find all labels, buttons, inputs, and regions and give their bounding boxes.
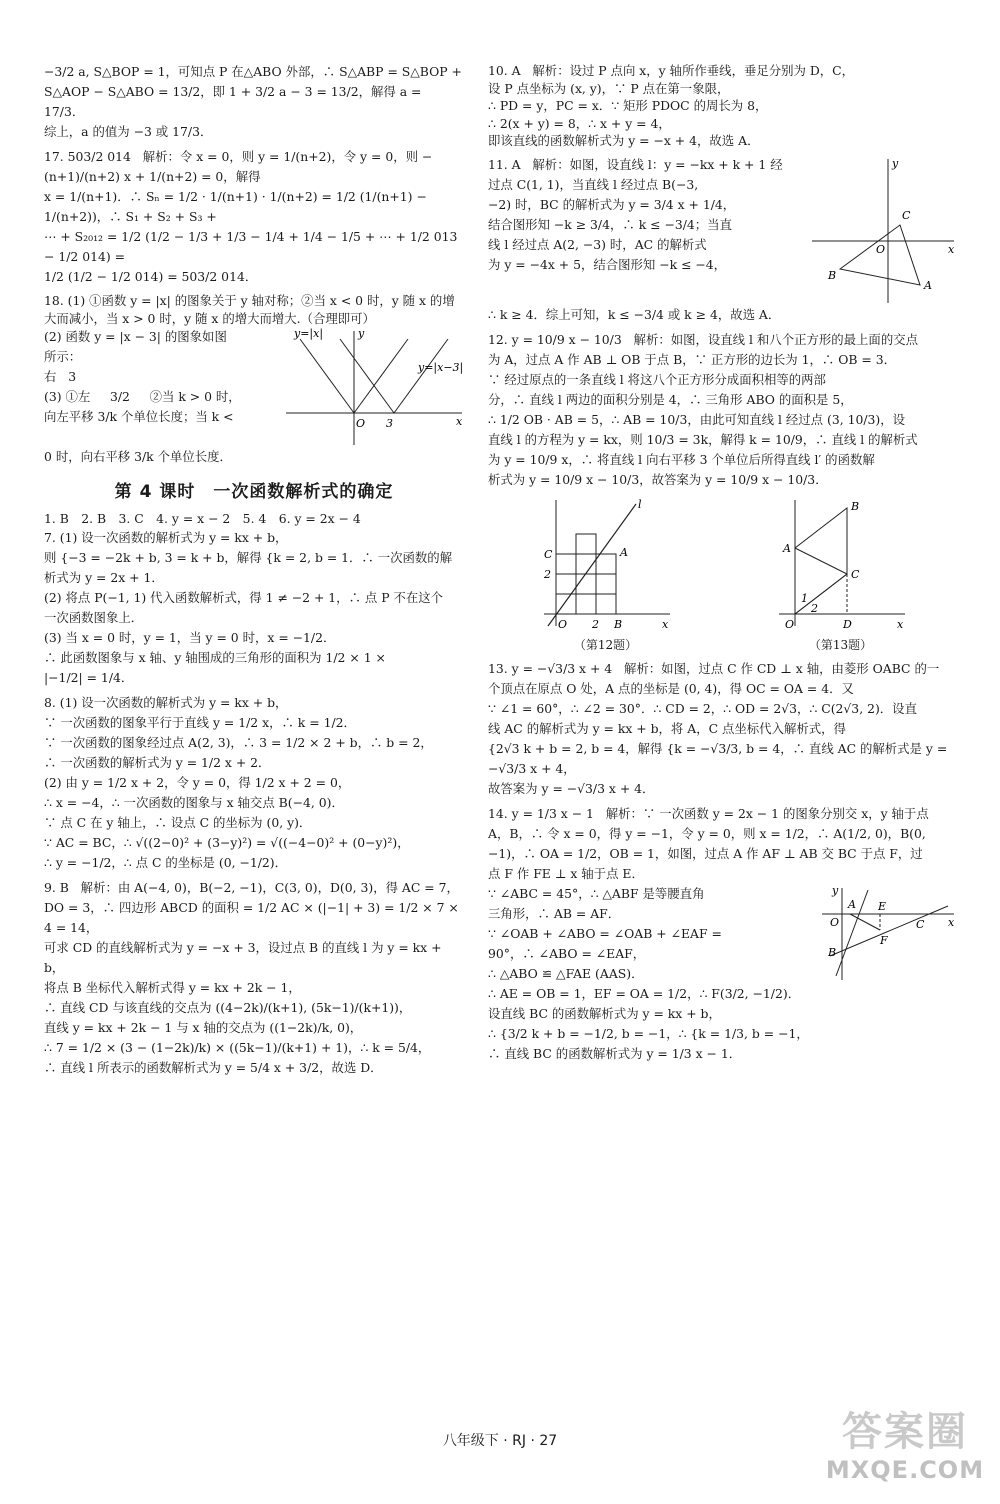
q18-side-2: 所示： [44,349,82,365]
q14-side-4: 90°，∴ ∠ABO = ∠EAF， [488,945,646,961]
svg-text:l: l [637,497,642,511]
svg-text:y=|x−3|: y=|x−3| [418,361,464,375]
figures-12-13 [488,494,958,653]
q9-line-1: 9. B 解析：由 A(−4, 0)，B(−2, −1)，C(3, 0)，D(0, 3)，得 AC = 7， [44,879,459,895]
svg-text:3: 3 [386,417,393,431]
q8-line-4: ∴ 一次函数的解析式为 y = 1/2 x + 2． [44,754,271,770]
q12-line-8: 析式为 y = 10/9 x − 10/3，故答案为 y = 10/9 x − 10/3． [488,471,828,487]
q14-side-2: 三角形，∴ AB = AF． [488,905,621,921]
q16-line-1: −3/2 a, S△BOP = 1，可知点 P 在△ABO 外部，∴ S△ABP = S△BOP + [44,64,462,79]
q10-line-2: 设 P 点坐标为 (x, y)，∵ P 点在第一象限， [488,80,730,96]
q14-side-5: ∴ △ABO ≌ △FAE (AAS)． [488,965,644,981]
q17-line-1: 17. 503/2 014 解析：令 x = 0，则 y = 1/(n+2)，令 y = 0，则 −(n+1)/(n+2) x + 1/(n+2) = 0，解得 [44,149,433,184]
svg-text:x: x [948,915,955,929]
q10-line-3: ∴ PD = y，PC = x．∵ 矩形 PDOC 的周长为 8， [488,98,768,114]
fig-13-caption: （第13题） [808,637,873,652]
q14-end-4: ∴ 直线 BC 的函数解析式为 y = 1/3 x − 1． [488,1045,742,1061]
q7-line-2: 则 {−3 = −2k + b, 3 = k + b，解得 {k = 2, b = 1．∴ 一次函数的解析式为 y = 2x + 1． [44,549,453,585]
q9-line-6: 直线 y = kx + 2k − 1 与 x 轴的交点为 ((1−2k)/k, 0)， [44,1019,363,1035]
q10-line-4: ∴ 2(x + y) = 8，∴ x + y = 4， [488,115,671,131]
fig-13 [771,494,911,653]
q9-line-3: 可求 CD 的直线解析式为 y = −x + 3，设过点 B 的直线 l 为 y = kx + b， [44,939,446,975]
q12-line-6: 直线 l 的方程为 y = kx，则 10/3 = 3k，解得 k = 10/9，∴ 直线 l 的解析式 [488,431,918,447]
q14-end-2: 设直线 BC 的函数解析式为 y = kx + b， [488,1005,721,1021]
svg-text:C: C [850,567,859,581]
q13-line-5: {2√3 k + b = 2, b = 4，解得 {k = −√3/3, b = 4，∴ 直线 AC 的解析式是 y = −√3/3 x + 4， [488,740,952,776]
svg-text:A: A [848,897,856,911]
q8-line-6: ∴ x = −4，∴ 一次函数的图象与 x 轴交点 B(−4, 0)． [44,794,344,810]
q14-line-4: 点 F 作 FE ⊥ x 轴于点 E． [488,865,644,881]
left-column [44,62,464,1078]
q14-lines-graph [818,884,958,984]
svg-text:C: C [543,547,552,561]
svg-text:B: B [613,617,622,631]
svg-text:O: O [784,617,794,631]
q7-line-5: (3) 当 x = 0 时，y = 1，当 y = 0 时，x = −1/2． [44,629,336,645]
q9-line-5: ∴ 直线 CD 与该直线的交点为 ((4−2k)/(k+1), (5k−1)/(k+1))， [44,999,412,1015]
fig-13-rhombus-graph [771,494,911,634]
q12-line-2: 为 A，过点 A 作 AB ⊥ OB 于点 B，∵ 正方形的边长为 1，∴ OB = 3． [488,351,897,367]
q14-end-3: ∴ {3/2 k + b = −1/2, b = −1，∴ {k = 1/3, b = −1， [488,1025,809,1041]
svg-text:O: O [557,617,567,631]
q11-line-6: 为 y = −4x + 5，结合图形知 −k ≤ −4， [488,256,727,272]
svg-text:F: F [880,933,888,947]
q17-line-2: x = 1/(n+1)．∴ Sₙ = 1/2 · 1/(n+1) · 1/(n+2) = 1/2 (1/(n+1) − 1/(n+2))，∴ S₁ + S₂ + S₃ + [44,189,431,224]
watermark-main-text: 答案圈 [842,1409,968,1455]
q14-side-1: ∵ ∠ABC = 45°，∴ △ABF 是等腰直角 [488,885,705,901]
q13-line-3: ∵ ∠1 = 60°，∴ ∠2 = 30°．∴ CD = 2，∴ OD = 2√3，∴ C(2√3, 2)．设直 [488,700,917,716]
q16-line-2: S△AOP − S△ABO = 13/2，即 1 + 3/2 a − 3 = 13/2，解得 a = 17/3． [44,84,426,119]
svg-text:C: C [902,208,911,222]
svg-text:2: 2 [810,601,818,615]
q9-line-2: DO = 3，∴ 四边形 ABCD 的面积 = 1/2 AC × (|−1| + 3) = 1/2 × 7 × 4 = 14， [44,899,463,935]
svg-text:y: y [358,327,365,341]
q14-side-3: ∵ ∠OAB + ∠ABO = ∠OAB + ∠EAF = [488,925,722,941]
fig-12 [536,494,676,653]
q12-line-5: ∴ 1/2 OB · AB = 5，∴ AB = 10/3，由此可知直线 l 经过点 (3, 10/3)，设 [488,411,906,427]
q1-6-answers: 1. B 2. B 3. C 4. y = x − 2 5. 4 6. y = 2x − 4 [44,511,361,527]
svg-text:O: O [356,417,366,431]
q11-triangle-graph [808,155,958,305]
q18-side-3: 右 3 [44,369,77,385]
q13-line-4: 线 AC 的解析式为 y = kx + b，将 A，C 点坐标代入解析式，得 [488,720,846,736]
q8-line-8: ∵ AC = BC，∴ √((2−0)² + (3−y)²) = √((−4−0)² + (0−y)²)， [44,834,410,850]
svg-text:A: A [619,545,628,559]
q18-side-1: (2) 函数 y = |x − 3| 的图象如图 [44,329,227,345]
q11-line-2: 过点 C(1, 1)，当直线 l 经过点 B(−3, [488,176,699,192]
section-title: 第 4 课时 一次函数解析式的确定 [114,482,394,503]
q14-line-1: 14. y = 1/3 x − 1 解析：∵ 一次函数 y = 2x − 1 的图象分别交 x，y 轴于点 [488,805,929,821]
q8-line-5: (2) 由 y = 1/2 x + 2，令 y = 0，得 1/2 x + 2 = 0， [44,774,351,790]
q9-line-8: ∴ 直线 l 所表示的函数解析式为 y = 5/4 x + 3/2，故选 D． [44,1059,383,1075]
svg-text:B: B [828,945,837,959]
q14-line-3: −1)，∴ OA = 1/2，OB = 1，如图，过点 A 作 AF ⊥ AB 交 BC 于点 F，过 [488,845,923,861]
svg-text:D: D [842,617,852,631]
q17-line-4: 1/2 (1/2 − 1/2 014) = 503/2 014． [44,269,258,284]
watermark-logo [820,1400,990,1496]
svg-text:C: C [916,917,925,931]
fig-12-caption: （第12题） [573,637,638,652]
fig-12-squares-graph [536,494,676,634]
svg-text:y=|x|: y=|x| [294,327,324,341]
q18-line-2: 大而减小，当 x > 0 时，y 随 x 的增大而增大.（合理即可） [44,310,375,326]
q14-figure-row [488,884,958,984]
q18-side-4: (3) ①左 3/2 ②当 k > 0 时， [44,389,241,405]
q8-line-3: ∵ 一次函数的图象经过点 A(2, 3)，∴ 3 = 1/2 × 2 + b，∴ b = 2， [44,734,433,750]
q10-line-1: 10. A 解析：设过 P 点向 x，y 轴所作垂线，垂足分别为 D，C， [488,63,855,78]
q7-line-1: 7. (1) 设一次函数的解析式为 y = kx + b， [44,529,288,545]
svg-text:y: y [892,156,899,170]
q11-line-1: 11. A 解析：如图，设直线 l：y = −kx + k + 1 经 [488,156,783,172]
svg-text:A: A [924,278,932,292]
q18-line-1: 18. (1) ①函数 y = |x| 的图象关于 y 轴对称；②当 x < 0 时，y 随 x 的增 [44,293,455,308]
svg-text:B: B [828,268,837,282]
q7-line-4: 一次函数图象上． [44,609,144,625]
q18-side-6: 0 时，向右平移 3/k 个单位长度． [44,449,232,465]
q14-line-2: A，B，∴ 令 x = 0，得 y = −1，令 y = 0，则 x = 1/2，∴ A(1/2, 0)，B(0, [488,825,926,841]
q12-line-4: 分，∴ 直线 l 两边的面积分别是 4，∴ 三角形 ABO 的面积是 5， [488,391,853,407]
svg-text:x: x [661,617,668,631]
q13-line-2: 个顶点在原点 O 处，A 点的坐标是 (0, 4)，得 OC = OA = 4．又 [488,680,854,696]
q9-line-7: ∴ 7 = 1/2 × (3 − (1−2k)/k) × ((5k−1)/(k+1) + 1)，∴ k = 5/4， [44,1039,431,1055]
svg-text:O: O [876,242,886,256]
q14-end-1: ∴ AE = OB = 1，EF = OA = 1/2，∴ F(3/2, −1/2)． [488,985,801,1001]
q12-line-7: 为 y = 10/9 x，∴ 将直线 l 向右平移 3 个单位后所得直线 l′ 的函数解 [488,451,875,467]
q12-line-1: 12. y = 10/9 x − 10/3 解析：如图，设直线 l 和八个正方形的最上面的交点 [488,331,918,347]
q9-line-4: 将点 B 坐标代入解析式得 y = kx + 2k − 1， [44,979,301,995]
q8-line-1: 8. (1) 设一次函数的解析式为 y = kx + b， [44,694,288,710]
q8-line-2: ∵ 一次函数的图象平行于直线 y = 1/2 x，∴ k = 1/2． [44,714,356,730]
q13-line-6: 故答案为 y = −√3/3 x + 4． [488,780,655,796]
q8-line-7: ∵ 点 C 在 y 轴上，∴ 设点 C 的坐标为 (0, y)． [44,814,312,830]
q7-line-7: |−1/2| = 1/4． [44,669,134,685]
q7-line-3: (2) 将点 P(−1, 1) 代入函数解析式，得 1 ≠ −2 + 1，∴ 点 P 不在这个 [44,589,444,605]
svg-text:2: 2 [591,617,599,631]
q10-line-5: 即该直线的函数解析式为 y = −x + 4，故选 A． [488,133,760,149]
svg-text:E: E [878,899,887,913]
right-column [488,62,958,1064]
svg-text:O: O [830,915,840,929]
q13-line-1: 13. y = −√3/3 x + 4 解析：如图，过点 C 作 CD ⊥ x 轴，由菱形 OABC 的一 [488,660,940,676]
svg-text:y: y [832,883,839,897]
page-footer: 八年级下 · RJ · 27 [442,1433,558,1449]
svg-text:B: B [850,499,859,513]
svg-text:2: 2 [543,567,551,581]
svg-text:x: x [948,242,955,256]
q8-line-9: ∴ y = −1/2，∴ 点 C 的坐标是 (0, −1/2)． [44,854,288,870]
svg-text:1: 1 [800,591,808,605]
q11-line-3: −2) 时，BC 的解析式为 y = 3/4 x + 1/4， [488,196,736,212]
q7-line-6: ∴ 此函数图象与 x 轴、y 轴围成的三角形的面积为 1/2 × 1 × [44,649,386,665]
watermark-url-text: MXQE.COM [825,1456,985,1484]
svg-text:x: x [456,415,463,429]
q12-line-3: ∵ 经过原点的一条直线 l 将这八个正方形分成面积相等的两部 [488,371,826,387]
q17-line-3: ⋯ + S₂₀₁₂ = 1/2 (1/2 − 1/3 + 1/3 − 1/4 + 1/4 − 1/5 + ⋯ + 1/2 013 − 1/2 014) = [44,229,462,264]
svg-text:x: x [896,617,903,631]
q16-line-3: 综上，a 的值为 −3 或 17/3． [44,124,213,139]
q18-abs-graph [284,327,464,447]
q11-line-4: 结合图形知 −k ≥ 3/4，∴ k ≤ −3/4；当直 [488,216,732,232]
q11-line-5: 线 l 经过点 A(2, −3) 时，AC 的解析式 [488,236,707,252]
q11-figure-row [488,155,958,305]
svg-text:A: A [782,541,791,555]
q18-side-5: 向左平移 3/k 个单位长度；当 k < [44,409,234,425]
q18-figure-row [44,327,464,447]
q11-conclusion: ∴ k ≥ 4．综上可知，k ≤ −3/4 或 k ≥ 4，故选 A． [488,306,781,322]
